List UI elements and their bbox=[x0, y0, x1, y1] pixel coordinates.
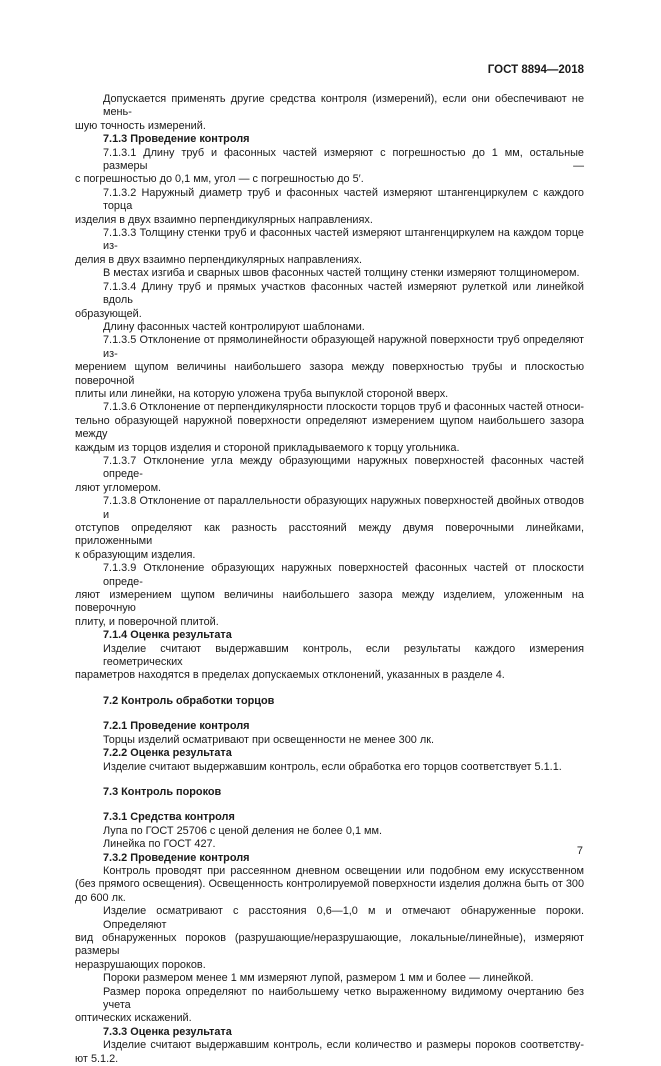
text-line: к образующим изделия. bbox=[75, 548, 196, 561]
section-gap bbox=[75, 683, 584, 695]
text-line: плиты или линейки, на которую уложена труба выпуклой стороной вверх. bbox=[75, 387, 449, 400]
section-heading: 7.3.2 Проведение контроля bbox=[103, 851, 250, 864]
text-line: Лупа по ГОСТ 25706 с ценой деления не более 0,1 мм. bbox=[103, 824, 383, 837]
paragraph bbox=[75, 1039, 584, 1066]
section-heading: 7.1.4 Оценка результата bbox=[103, 629, 232, 642]
section-heading: 7.1.3 Проведение контроля bbox=[103, 133, 250, 146]
paragraph bbox=[75, 643, 584, 683]
text-line: Контроль проводят при рассеянном дневном освещении или подобном ему искусственном bbox=[103, 864, 584, 877]
text-line: Линейка по ГОСТ 427. bbox=[103, 838, 216, 851]
text-line: Изделие считают выдержавшим контроль, если результаты каждого измерения геометрических bbox=[103, 642, 584, 669]
paragraph bbox=[75, 455, 584, 495]
text-line: 7.1.3.1 Длину труб и фасонных частей измеряют с погрешностью до 1 мм, остальные размеры — bbox=[103, 146, 584, 173]
paragraph bbox=[75, 734, 584, 747]
paragraph bbox=[75, 281, 584, 321]
text-line: (без прямого освещения). Освещенность контролируемой поверхности изделия должна быть от 300 bbox=[75, 878, 585, 891]
paragraph bbox=[75, 838, 584, 851]
text-line: плиту, и поверочной плитой. bbox=[75, 615, 219, 628]
text-line: параметров находятся в пределах допускаемых отклонений, указанных в разделе 4. bbox=[75, 669, 505, 682]
text-line: ляют угломером. bbox=[75, 481, 162, 494]
text-line: 7.1.3.4 Длину труб и прямых участков фасонных частей измеряют рулеткой или линейкой вдоль bbox=[103, 280, 584, 307]
paragraph bbox=[75, 825, 584, 838]
paragraph bbox=[75, 93, 584, 133]
text-line: тельно образующей наружной поверхности определяют измерением щупом наибольшего зазора между bbox=[75, 414, 584, 441]
text-line: мерением щупом величины наибольшего зазора между поверхностью трубы и плоскостью поверочной bbox=[75, 361, 584, 387]
paragraph bbox=[75, 401, 584, 455]
paragraph bbox=[75, 761, 584, 774]
text-line: изделия в двух взаимно перпендикулярных направлениях. bbox=[75, 213, 373, 226]
text-line: 7.1.3.8 Отклонение от параллельности образующих наружных поверхностей двойных отводов и bbox=[103, 495, 584, 521]
standard-header: ГОСТ 8894—2018 bbox=[487, 64, 584, 76]
text-line: 7.1.3.5 Отклонение от прямолинейности образующей наружной поверхности труб определяют из- bbox=[103, 334, 584, 360]
section-heading: 7.2.1 Проведение контроля bbox=[103, 720, 250, 733]
text-line: образующей. bbox=[75, 307, 142, 320]
section-heading: 7.2 Контроль обработки торцов bbox=[103, 694, 275, 707]
text-line: оптических искажений. bbox=[75, 1012, 192, 1025]
paragraph bbox=[75, 562, 584, 629]
text-line: шую точность измерений. bbox=[75, 119, 206, 132]
paragraph bbox=[75, 905, 584, 972]
text-line: каждым из торцов изделия и стороной прикладываемого к торцу угольника. bbox=[75, 441, 460, 454]
text-line: Длину фасонных частей контролируют шаблонами. bbox=[103, 320, 365, 333]
paragraph bbox=[75, 147, 584, 187]
paragraph bbox=[75, 321, 584, 334]
paragraph bbox=[75, 187, 584, 227]
text-line: делия в двух взаимно перпендикулярных направлениях. bbox=[75, 253, 363, 266]
text-line: Торцы изделий осматривают при освещенности не менее 300 лк. bbox=[103, 733, 434, 746]
paragraph bbox=[75, 227, 584, 267]
section-heading: 7.3.3 Оценка результата bbox=[103, 1025, 232, 1038]
section-gap bbox=[75, 799, 584, 811]
text-line: ляют измерением щупом величины наибольшего зазора между изделием, уложенным на поверочную bbox=[75, 589, 584, 615]
text-line: Размер порока определяют по наибольшему четко выраженному видимому очертанию без учета bbox=[103, 985, 584, 1011]
text-line: 7.1.3.2 Наружный диаметр труб и фасонных частей измеряют штангенциркулем с каждого торца bbox=[103, 186, 584, 213]
paragraph bbox=[75, 986, 584, 1026]
paragraph bbox=[75, 865, 584, 905]
text-line: до 600 лк. bbox=[75, 891, 126, 904]
text-line: В местах изгиба и сварных швов фасонных частей толщину стенки измеряют толщиномером. bbox=[103, 267, 580, 280]
text-line: отступов определяют как разность расстояний между двумя поверочными линейками, приложенными bbox=[75, 522, 584, 548]
text-line: ют 5.1.2. bbox=[75, 1052, 119, 1065]
section-gap bbox=[75, 774, 584, 786]
text-line: Изделие считают выдержавшим контроль, если обработка его торцов соответствует 5.1.1. bbox=[103, 760, 562, 773]
paragraph bbox=[75, 334, 584, 401]
page-number: 7 bbox=[576, 845, 583, 857]
section-heading: 7.3.1 Средства контроля bbox=[103, 811, 235, 824]
paragraph bbox=[75, 495, 584, 562]
text-line: 7.1.3.3 Толщину стенки труб и фасонных частей измеряют штангенциркулем на каждом торце из- bbox=[103, 227, 584, 253]
section-heading: 7.3 Контроль пороков bbox=[103, 785, 222, 798]
section-heading: 7.2.2 Оценка результата bbox=[103, 747, 232, 760]
text-line: неразрушающих пороков. bbox=[75, 958, 206, 971]
text-line: 7.1.3.9 Отклонение образующих наружных поверхностей фасонных частей от плоскости опреде- bbox=[103, 562, 584, 588]
paragraph bbox=[75, 267, 584, 280]
text-line: Изделие считают выдержавшим контроль, если количество и размеры пороков соответству- bbox=[103, 1039, 584, 1052]
section-gap bbox=[75, 708, 584, 720]
paragraph bbox=[75, 972, 584, 985]
text-line: 7.1.3.6 Отклонение от перпендикулярности плоскости торцов труб и фасонных частей относи- bbox=[103, 401, 584, 414]
text-line: с погрешностью до 0,1 мм, угол — с погрешностью до 5′. bbox=[75, 173, 364, 186]
text-line: вид обнаруженных пороков (разрушающие/неразрушающие, локальные/линейные), измеряют размеры bbox=[75, 931, 584, 958]
text-line: 7.1.3.7 Отклонение угла между образующими наружных поверхностей фасонных частей опреде- bbox=[103, 454, 584, 481]
text-line: Изделие осматривают с расстояния 0,6—1,0 м и отмечают обнаруженные пороки. Определяют bbox=[103, 905, 584, 931]
text-line: Допускается применять другие средства контроля (измерений), если они обеспечивают не мень- bbox=[103, 93, 584, 119]
text-line: Пороки размером менее 1 мм измеряют лупой, размером 1 мм и более — линейкой. bbox=[103, 972, 534, 985]
document-body bbox=[75, 93, 584, 1066]
